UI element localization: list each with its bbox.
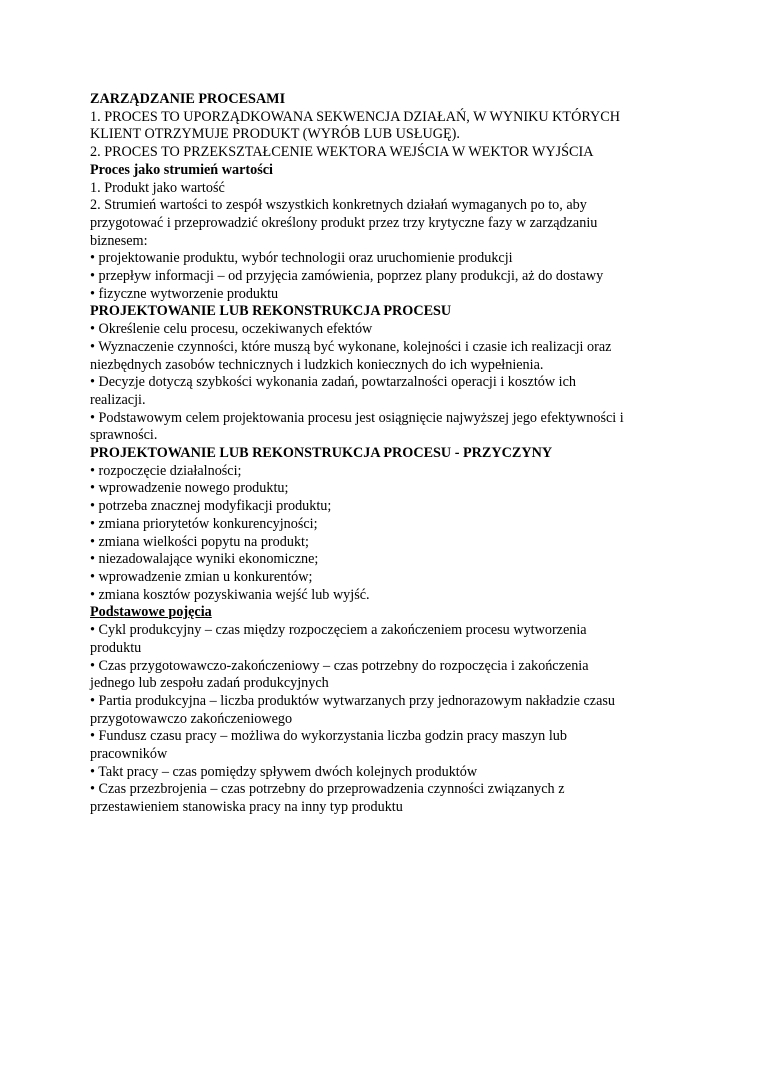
value-stream-line: • przepływ informacji – od przyjęcia zamówienia, poprzez plany produkcji, aż do dostawy bbox=[90, 268, 604, 285]
cause-item: • wprowadzenie nowego produktu; bbox=[90, 480, 289, 497]
concept-line: produktu bbox=[90, 639, 142, 656]
cause-item: • potrzeba znacznej modyfikacji produktu; bbox=[90, 498, 332, 515]
concepts-heading: Podstawowe pojęcia bbox=[90, 604, 212, 621]
concept-line: • Partia produkcyjna – liczba produktów wytwarzanych przy jednorazowym nakładzie czasu bbox=[90, 692, 615, 709]
value-stream-line: • fizyczne wytworzenie produktu bbox=[90, 285, 279, 302]
concept-line: • Cykl produkcyjny – czas między rozpoczęciem a zakończeniem procesu wytworzenia bbox=[90, 622, 587, 639]
concept-line: jednego lub zespołu zadań produkcyjnych bbox=[90, 675, 329, 692]
design-section bbox=[90, 303, 680, 445]
value-stream-section bbox=[90, 162, 680, 304]
design-line: realizacji. bbox=[90, 391, 146, 408]
cause-item: • zmiana kosztów pozyskiwania wejść lub wyjść. bbox=[90, 586, 370, 603]
design-line: • Określenie celu procesu, oczekiwanych efektów bbox=[90, 321, 373, 338]
concept-line: • Takt pracy – czas pomiędzy spływem dwóch kolejnych produktów bbox=[90, 763, 478, 780]
design-line: • Podstawowym celem projektowania procesu jest osiągnięcie najwyższej jego efektywności i bbox=[90, 409, 624, 426]
cause-item: • rozpoczęcie działalności; bbox=[90, 462, 242, 479]
cause-item: • niezadowalające wyniki ekonomiczne; bbox=[90, 551, 319, 568]
concepts-section bbox=[90, 604, 680, 816]
concept-line: • Czas przezbrojenia – czas potrzebny do przeprowadzenia czynności związanych z bbox=[90, 781, 565, 798]
concept-line: • Czas przygotowawczo-zakończeniowy – czas potrzebny do rozpoczęcia i zakończenia bbox=[90, 657, 589, 674]
concept-line: przygotowawczo zakończeniowego bbox=[90, 710, 293, 727]
design-line: niezbędnych zasobów technicznych i ludzkich koniecznych do ich wypełnienia. bbox=[90, 356, 544, 373]
definition-line: 2. PROCES TO PRZEKSZTAŁCENIE WEKTORA WEJŚCIA W WEKTOR WYJŚCIA bbox=[90, 144, 594, 161]
value-stream-line: przygotować i przeprowadzić określony produkt przez trzy krytyczne fazy w zarządzaniu bbox=[90, 214, 598, 231]
design-line: • Decyzje dotyczą szybkości wykonania zadań, powtarzalności operacji i kosztów ich bbox=[90, 374, 576, 391]
concept-line: przestawieniem stanowiska pracy na inny typ produktu bbox=[90, 799, 403, 816]
design-line: sprawności. bbox=[90, 427, 158, 444]
definition-line: KLIENT OTRZYMUJE PRODUKT (WYRÓB LUB USŁUGĘ). bbox=[90, 126, 460, 143]
cause-item: • zmiana wielkości popytu na produkt; bbox=[90, 533, 309, 550]
value-stream-line: 1. Produkt jako wartość bbox=[90, 179, 225, 196]
document-page bbox=[90, 91, 680, 817]
definition-line: 1. PROCES TO UPORZĄDKOWANA SEKWENCJA DZIAŁAŃ, W WYNIKU KTÓRYCH bbox=[90, 108, 620, 125]
document-title: ZARZĄDZANIE PROCESAMI bbox=[90, 91, 286, 107]
cause-item: • wprowadzenie zmian u konkurentów; bbox=[90, 568, 313, 585]
design-heading: PROJEKTOWANIE LUB REKONSTRUKCJA PROCESU bbox=[90, 303, 452, 320]
value-stream-line: • projektowanie produktu, wybór technologii oraz uruchomienie produkcji bbox=[90, 250, 513, 267]
concept-line: • Fundusz czasu pracy – możliwa do wykorzystania liczba godzin pracy maszyn lub bbox=[90, 728, 567, 745]
design-line: • Wyznaczenie czynności, które muszą być wykonane, kolejności i czasie ich realizacji oraz bbox=[90, 338, 612, 355]
causes-section bbox=[90, 445, 680, 604]
causes-heading: PROJEKTOWANIE LUB REKONSTRUKCJA PROCESU - PRZYCZYNY bbox=[90, 445, 553, 462]
value-stream-line: biznesem: bbox=[90, 232, 148, 249]
value-stream-heading: Proces jako strumień wartości bbox=[90, 161, 273, 178]
cause-item: • zmiana priorytetów konkurencyjności; bbox=[90, 515, 318, 532]
concept-line: pracowników bbox=[90, 746, 168, 763]
value-stream-line: 2. Strumień wartości to zespół wszystkich konkretnych działań wymaganych po to, aby bbox=[90, 197, 587, 214]
